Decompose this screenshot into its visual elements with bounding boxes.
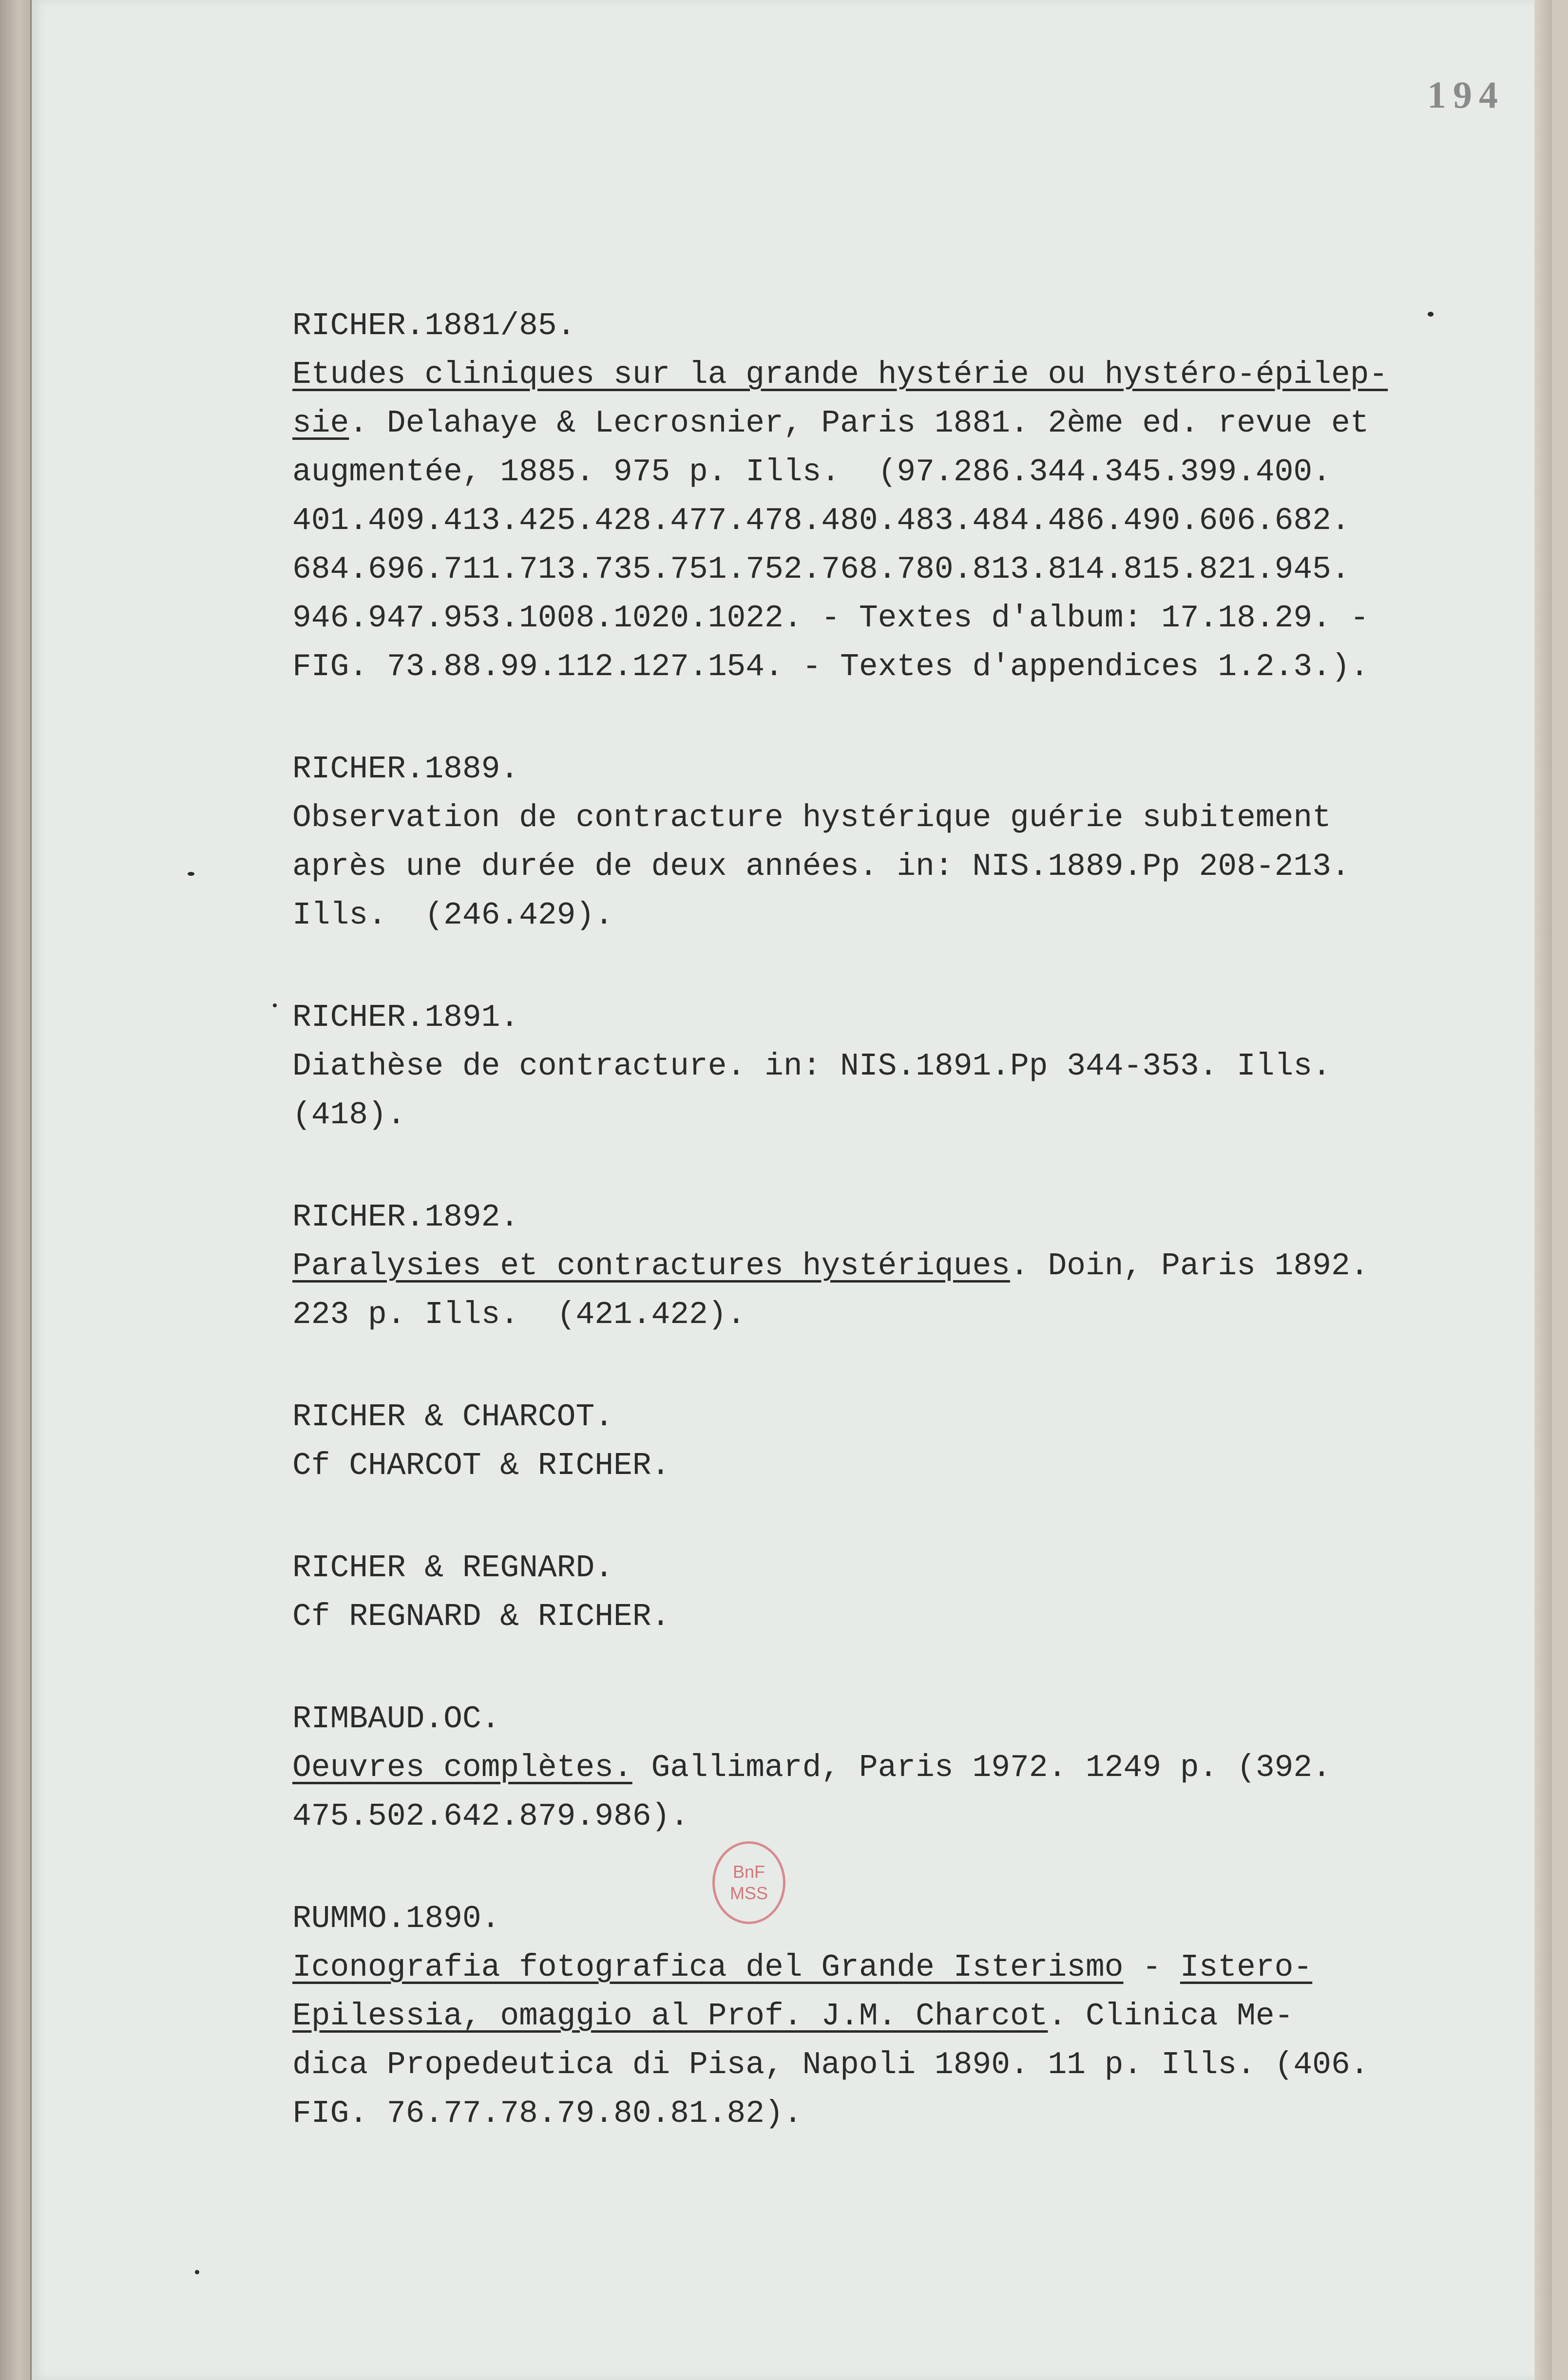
entry-text-segment: 475.502.642.879.986). (292, 1799, 689, 1834)
entry-title-segment: Epilessia, omaggio al Prof. J.M. Charcot (292, 1999, 1048, 2034)
entry-text-segment: après une durée de deux années. in: NIS.1889.Pp 208-213. (292, 849, 1350, 885)
entry-text-segment: . Clinica Me- (1048, 1999, 1294, 2034)
entry-line (292, 643, 1472, 692)
bibliography-entry (292, 1544, 1472, 1642)
entry-line (292, 1944, 1472, 1992)
entry-line (292, 1442, 1472, 1491)
entry-line (292, 1744, 1472, 1793)
bibliography-entry (292, 1193, 1472, 1340)
entry-text-segment: . Doin, Paris 1892. (1010, 1248, 1369, 1284)
entry-line (292, 1593, 1472, 1642)
page-edge (1534, 0, 1552, 2380)
entry-heading: RICHER.1892. (292, 1200, 519, 1235)
entry-line (292, 351, 1472, 399)
entry-title-segment: Paralysies et contractures hystériques (292, 1248, 1010, 1284)
entry-line (292, 448, 1472, 497)
entry-line (292, 1992, 1472, 2041)
entry-text-segment: FIG. 76.77.78.79.80.81.82). (292, 2096, 803, 2132)
entry-line (292, 546, 1472, 594)
entry-heading: RICHER & CHARCOT. (292, 1399, 613, 1435)
entry-line (292, 891, 1472, 940)
entry-heading: RICHER & REGNARD. (292, 1550, 613, 1586)
entry-text-segment: 401.409.413.425.428.477.478.480.483.484.486.490.606.682. (292, 503, 1350, 539)
entry-text-segment: FIG. 73.88.99.112.127.154. - Textes d'appendices 1.2.3.). (292, 649, 1369, 685)
entry-text-segment: Gallimard, Paris 1972. 1249 p. (392. (632, 1750, 1331, 1786)
bibliography-entry (292, 1695, 1472, 1841)
entry-text-segment: 946.947.953.1008.1020.1022. - Textes d'album: 17.18.29. - (292, 601, 1369, 636)
entry-line (292, 2090, 1472, 2138)
entry-text-segment: Cf CHARCOT & RICHER. (292, 1448, 670, 1484)
paper-speck (1428, 312, 1434, 317)
entry-line (292, 843, 1472, 891)
bibliography-entry (292, 745, 1472, 940)
entry-heading: RUMMO.1890. (292, 1901, 500, 1937)
entry-text-segment: - (1123, 1950, 1180, 1985)
entry-line (292, 497, 1472, 546)
bibliography-entry (292, 302, 1472, 692)
entry-title-segment: sie (292, 406, 349, 441)
bibliography-entry (292, 994, 1472, 1140)
entry-text-segment: 223 p. Ills. (421.422). (292, 1297, 746, 1333)
bnf-mss-stamp (712, 1841, 785, 1924)
entry-line (292, 1242, 1472, 1291)
entry-text-segment: dica Propedeutica di Pisa, Napoli 1890. 11 p. Ills. (406. (292, 2047, 1369, 2083)
book-binding (0, 0, 34, 2380)
entry-text-segment: Ills. (246.429). (292, 898, 613, 933)
paper-speck (188, 872, 194, 876)
entry-line (292, 594, 1472, 643)
entry-line (292, 1291, 1472, 1340)
entry-line (292, 1793, 1472, 1841)
entry-text-segment: . Delahaye & Lecrosnier, Paris 1881. 2ème ed. revue et (349, 406, 1369, 441)
stamp-line-1: BnF (732, 1862, 765, 1882)
entry-title-segment: Etudes cliniques sur la grande hystérie ou hystéro-épilep- (292, 357, 1388, 393)
bibliography-entries (292, 302, 1472, 2192)
entry-line (292, 794, 1472, 843)
entry-heading: RICHER.1891. (292, 1000, 519, 1036)
paper-speck (273, 1003, 277, 1007)
entry-line (292, 1042, 1472, 1091)
entry-text-segment: Cf REGNARD & RICHER. (292, 1599, 670, 1635)
entry-title-segment: Iconografia fotografica del Grande Isterismo (292, 1950, 1124, 1985)
page-number: 194 (1427, 74, 1505, 116)
stamp-line-2: MSS (729, 1883, 768, 1903)
entry-text-segment: Diathèse de contracture. in: NIS.1891.Pp 344-353. Ills. (292, 1049, 1331, 1084)
entry-text-segment: Observation de contracture hystérique guérie subitement (292, 800, 1331, 836)
entry-title-segment: Oeuvres complètes. (292, 1750, 632, 1786)
entry-text-segment: augmentée, 1885. 975 p. Ills. (97.286.344.345.399.400. (292, 454, 1331, 490)
entry-line (292, 1091, 1472, 1140)
entry-line (292, 399, 1472, 448)
entry-text-segment: 684.696.711.713.735.751.752.768.780.813.814.815.821.945. (292, 552, 1350, 587)
entry-heading: RICHER.1881/85. (292, 308, 576, 344)
entry-title-segment: Istero- (1180, 1950, 1313, 1985)
entry-heading: RICHER.1889. (292, 752, 519, 787)
entry-text-segment: (418). (292, 1097, 406, 1133)
entry-heading: RIMBAUD.OC. (292, 1701, 500, 1737)
bibliography-entry (292, 1895, 1472, 2138)
bibliography-entry (292, 1393, 1472, 1491)
entry-line (292, 2041, 1472, 2090)
paper-speck (195, 2270, 199, 2274)
